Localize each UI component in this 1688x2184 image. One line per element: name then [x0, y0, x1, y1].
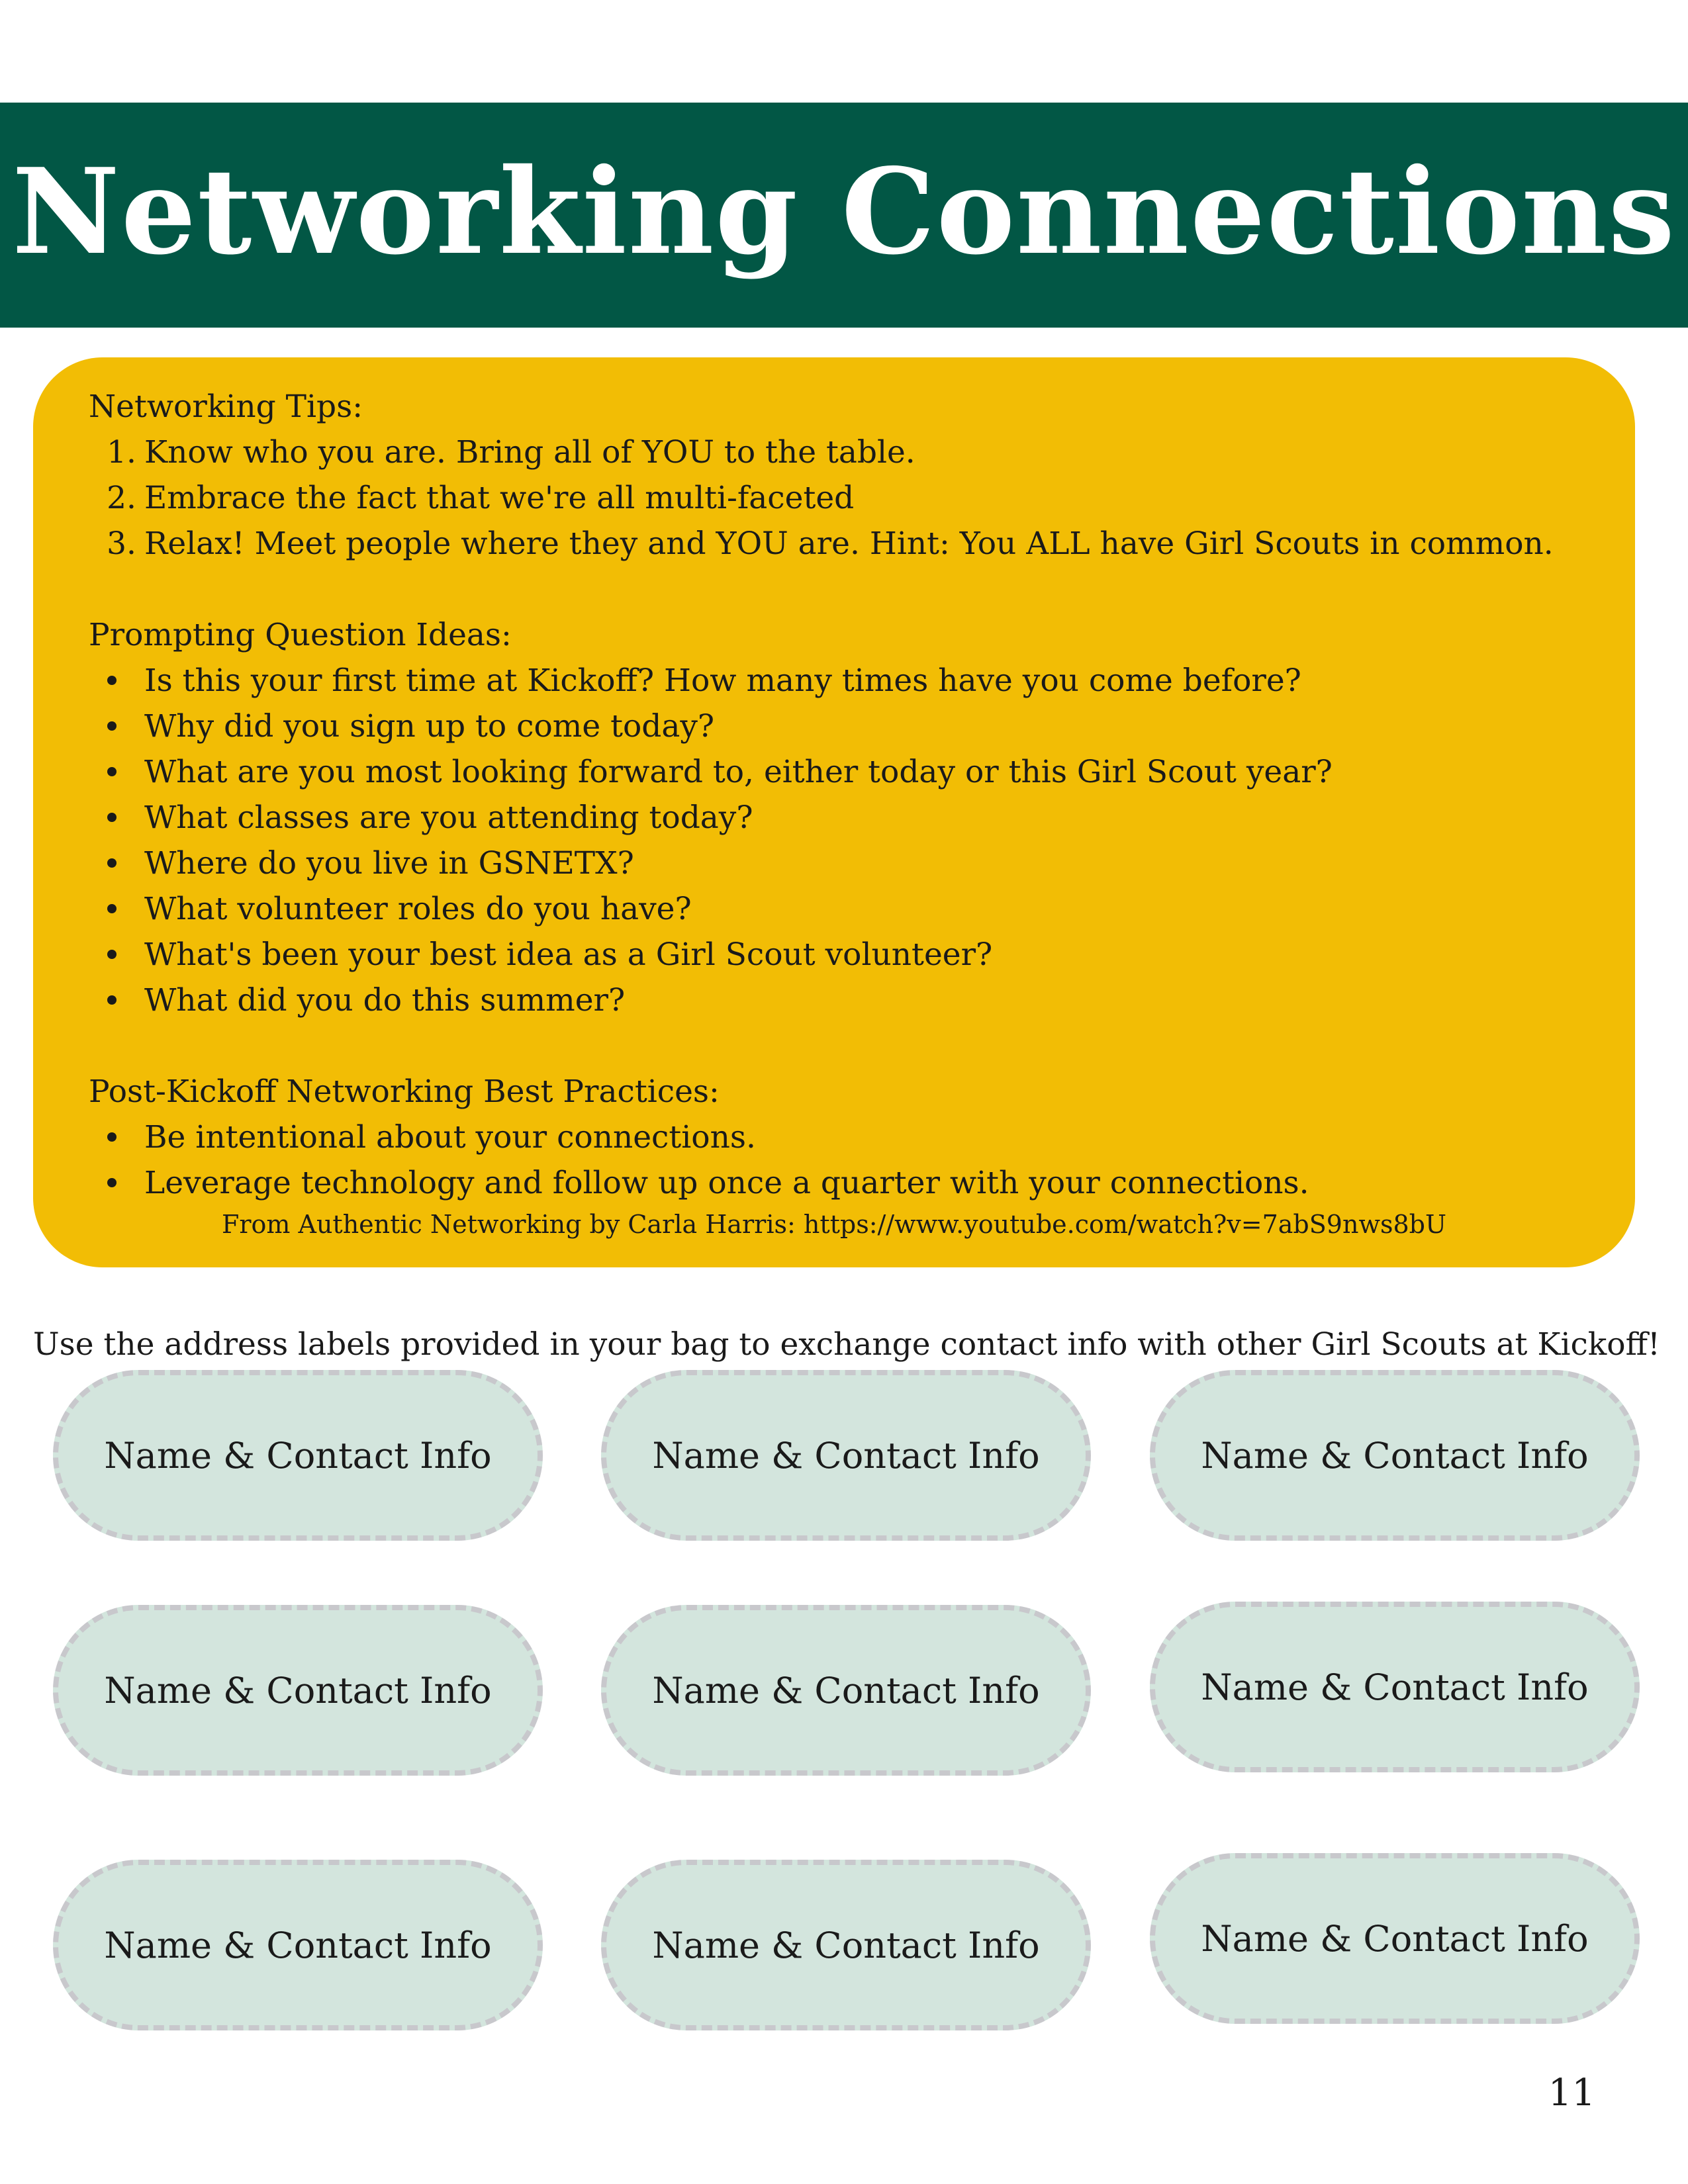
list-item-text: What classes are you attending today? — [144, 799, 753, 836]
contact-label-box[interactable] — [53, 1370, 543, 1541]
networking-tips-heading: Networking Tips: — [89, 388, 363, 425]
contact-label-box[interactable] — [1150, 1602, 1640, 1772]
list-item — [89, 704, 1582, 749]
list-item-text: Where do you live in GSNETX? — [144, 845, 634, 882]
contact-label-text: Name & Contact Info — [652, 1924, 1040, 1966]
list-item-text: Leverage technology and follow up once a quarter with your connections. — [144, 1165, 1309, 1201]
contact-label-text: Name & Contact Info — [652, 1434, 1040, 1477]
list-item — [89, 430, 1582, 475]
list-item-text: What's been your best idea as a Girl Scout volunteer? — [144, 936, 993, 973]
list-item-text: Is this your first time at Kickoff? How many times have you come before? — [144, 662, 1301, 699]
networking-tips-list — [89, 430, 1582, 567]
instruction-text: Use the address labels provided in your bag to exchange contact info with other Girl Scouts at Kickoff! — [33, 1326, 1660, 1363]
list-item-text: What did you do this summer? — [144, 982, 626, 1019]
list-item-text: Embrace the fact that we're all multi-faceted — [144, 480, 855, 516]
prompting-questions-heading: Prompting Question Ideas: — [89, 617, 512, 653]
page-number: 11 — [1548, 2071, 1595, 2115]
list-item — [89, 886, 1582, 932]
spacer — [89, 567, 1582, 612]
list-item-text: What are you most looking forward to, either today or this Girl Scout year? — [144, 754, 1333, 790]
bullet-icon — [107, 767, 117, 776]
list-item — [89, 932, 1582, 978]
contact-label-text: Name & Contact Info — [652, 1669, 1040, 1711]
bullet-icon — [107, 858, 117, 868]
prompting-questions-list — [89, 658, 1582, 1023]
contact-label-text: Name & Contact Info — [1201, 1917, 1589, 1960]
list-item-text: Be intentional about your connections. — [144, 1119, 756, 1156]
list-number: 1. — [107, 434, 136, 471]
contact-label-box[interactable] — [601, 1605, 1091, 1776]
contact-label-text: Name & Contact Info — [104, 1924, 492, 1966]
list-item — [89, 841, 1582, 886]
tips-panel — [33, 357, 1635, 1267]
contact-label-box[interactable] — [1150, 1370, 1640, 1541]
list-item — [89, 795, 1582, 841]
list-item — [89, 978, 1582, 1023]
bullet-icon — [107, 950, 117, 959]
contact-label-text: Name & Contact Info — [104, 1434, 492, 1477]
citation: From Authentic Networking by Carla Harris: https://www.youtube.com/watch?v=7abS9nws8bU — [221, 1210, 1446, 1239]
bullet-icon — [107, 721, 117, 731]
list-number: 2. — [107, 480, 136, 516]
bullet-icon — [107, 995, 117, 1005]
bullet-icon — [107, 676, 117, 685]
contact-label-text: Name & Contact Info — [1201, 1666, 1589, 1708]
contact-label-text: Name & Contact Info — [104, 1669, 492, 1711]
spacer — [89, 1023, 1582, 1069]
list-item — [89, 521, 1582, 567]
list-item — [89, 1160, 1582, 1206]
list-item-text: Know who you are. Bring all of YOU to the table. — [144, 434, 915, 471]
contact-label-box[interactable] — [601, 1370, 1091, 1541]
best-practices-heading: Post-Kickoff Networking Best Practices: — [89, 1073, 720, 1110]
bullet-icon — [107, 813, 117, 822]
list-item — [89, 475, 1582, 521]
bullet-icon — [107, 1132, 117, 1142]
list-item — [89, 749, 1582, 795]
page-title: Networking Connections — [12, 142, 1676, 281]
header-band — [0, 103, 1688, 328]
contact-label-box[interactable] — [53, 1860, 543, 2030]
contact-label-box[interactable] — [601, 1860, 1091, 2030]
list-number: 3. — [107, 525, 136, 562]
list-item-text: What volunteer roles do you have? — [144, 891, 692, 927]
best-practices-list — [89, 1115, 1582, 1206]
list-item — [89, 1115, 1582, 1160]
bullet-icon — [107, 1178, 117, 1187]
contact-label-box[interactable] — [1150, 1853, 1640, 2024]
list-item-text: Relax! Meet people where they and YOU are. Hint: You ALL have Girl Scouts in common. — [144, 525, 1554, 562]
bullet-icon — [107, 904, 117, 913]
list-item-text: Why did you sign up to come today? — [144, 708, 715, 745]
list-item — [89, 658, 1582, 704]
contact-label-text: Name & Contact Info — [1201, 1434, 1589, 1477]
contact-label-box[interactable] — [53, 1605, 543, 1776]
